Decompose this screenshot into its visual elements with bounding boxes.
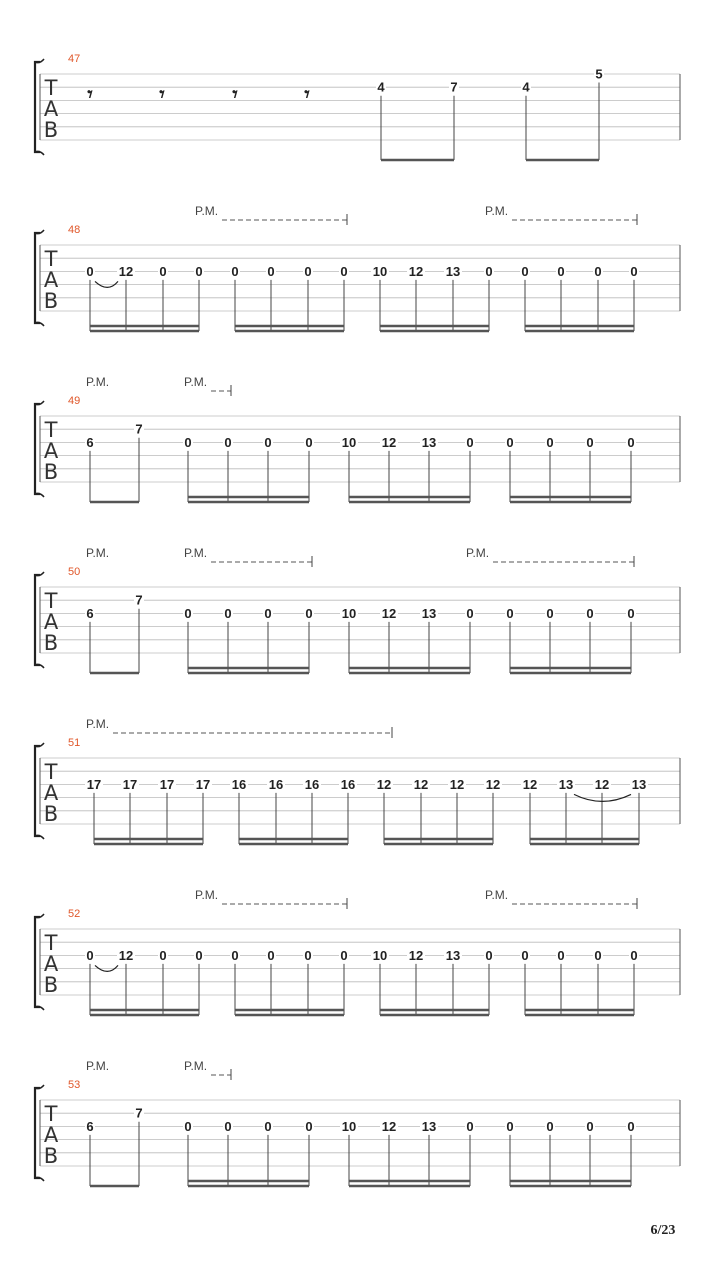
tab-clef-letter: B [43,973,59,997]
bracket-hook-top [35,743,44,747]
fret-number: 0 [231,263,239,279]
fret-number: 4 [377,79,385,95]
bracket-hook-top [35,59,44,63]
fret-number: 12 [408,947,424,963]
fret-number: 0 [586,605,594,621]
fret-number: 10 [341,434,357,450]
fret-number: 5 [595,66,603,82]
fret-number: 0 [267,263,275,279]
fret-number: 6 [86,1118,94,1134]
fret-number: 12 [118,263,134,279]
fret-number: 0 [340,947,348,963]
measure-47 [35,53,680,160]
fret-number: 0 [231,947,239,963]
fret-number: 0 [594,263,602,279]
measure-50 [35,546,680,673]
fret-number: 0 [304,947,312,963]
fret-number: 10 [372,263,388,279]
fret-number: 13 [421,434,437,450]
eighth-rest: 𝄾 [87,82,93,106]
fret-number: 0 [466,434,474,450]
palm-mute-label: P.M. [195,888,219,902]
palm-mute-label: P.M. [485,888,509,902]
fret-number: 0 [184,605,192,621]
palm-mute-label: P.M. [86,375,110,389]
tab-clef-letter: A [43,1123,59,1147]
fret-number: 0 [195,947,203,963]
system-bracket [35,62,40,152]
tab-clef-letter: B [43,1144,59,1168]
bracket-hook-bottom [35,664,44,668]
fret-number: 7 [135,592,143,608]
fret-number: 12 [408,263,424,279]
fret-number: 17 [159,776,175,792]
fret-number: 0 [264,1118,272,1134]
fret-number: 17 [195,776,211,792]
tab-clef-letter: T [44,247,58,271]
fret-number: 12 [381,1118,397,1134]
fret-number: 10 [341,605,357,621]
palm-mute-label: P.M. [86,546,110,560]
fret-number: 0 [627,605,635,621]
fret-number: 12 [381,605,397,621]
fret-number: 12 [413,776,429,792]
system-bracket [35,233,40,323]
eighth-rest: 𝄾 [304,82,310,106]
fret-number: 0 [86,947,94,963]
fret-number: 13 [558,776,574,792]
fret-number: 0 [627,1118,635,1134]
fret-number: 0 [586,1118,594,1134]
fret-number: 13 [631,776,647,792]
fret-number: 12 [522,776,538,792]
bracket-hook-top [35,401,44,405]
fret-number: 0 [224,1118,232,1134]
fret-number: 0 [521,947,529,963]
fret-number: 16 [340,776,356,792]
fret-number: 0 [521,263,529,279]
fret-number: 0 [466,1118,474,1134]
fret-number: 0 [195,263,203,279]
fret-number: 0 [184,1118,192,1134]
system-bracket [35,1088,40,1178]
fret-number: 13 [445,263,461,279]
fret-number: 0 [159,263,167,279]
tab-clef-letter: B [43,289,59,313]
tab-clef-letter: T [44,1102,58,1126]
palm-mute-label: P.M. [184,546,208,560]
fret-number: 12 [485,776,501,792]
system-bracket [35,746,40,836]
palm-mute-label: P.M. [485,204,509,218]
bracket-hook-bottom [35,835,44,839]
fret-number: 0 [184,434,192,450]
fret-number: 0 [305,605,313,621]
tab-clef-letter: A [43,781,59,805]
bracket-hook-top [35,230,44,234]
fret-number: 0 [630,263,638,279]
fret-number: 10 [372,947,388,963]
fret-number: 7 [135,421,143,437]
system-bracket [35,917,40,1007]
fret-number: 0 [630,947,638,963]
fret-number: 0 [305,434,313,450]
fret-number: 0 [546,1118,554,1134]
bracket-hook-top [35,1085,44,1089]
fret-number: 17 [122,776,138,792]
fret-number: 6 [86,434,94,450]
tab-clef-letter: B [43,118,59,142]
fret-number: 6 [86,605,94,621]
palm-mute-label: P.M. [466,546,490,560]
palm-mute-label: P.M. [184,375,208,389]
tab-clef-letter: A [43,97,59,121]
measure-number: 52 [68,908,81,920]
palm-mute-label: P.M. [195,204,219,218]
fret-number: 16 [231,776,247,792]
fret-number: 0 [224,434,232,450]
fret-number: 13 [445,947,461,963]
measure-number: 48 [68,224,81,236]
fret-number: 0 [627,434,635,450]
fret-number: 0 [305,1118,313,1134]
measure-48 [35,204,680,331]
fret-number: 17 [86,776,102,792]
bracket-hook-bottom [35,1006,44,1010]
fret-number: 7 [450,79,458,95]
eighth-rest: 𝄾 [232,82,238,106]
fret-number: 0 [340,263,348,279]
fret-number: 0 [485,947,493,963]
measure-number: 53 [68,1079,81,1091]
fret-number: 0 [594,947,602,963]
fret-number: 12 [118,947,134,963]
tab-clef-letter: B [43,631,59,655]
bracket-hook-top [35,914,44,918]
fret-number: 0 [506,1118,514,1134]
fret-number: 0 [586,434,594,450]
fret-number: 0 [224,605,232,621]
fret-number: 0 [466,605,474,621]
palm-mute-label: P.M. [86,1059,110,1073]
fret-number: 10 [341,1118,357,1134]
fret-number: 0 [546,605,554,621]
measure-49 [35,375,680,502]
system-bracket [35,404,40,494]
system-bracket [35,575,40,665]
measure-number: 47 [68,53,81,65]
palm-mute-label: P.M. [86,717,110,731]
tab-clef-letter: A [43,439,59,463]
tab-clef-letter: T [44,589,58,613]
page-number: 6/23 [650,1223,676,1238]
fret-number: 0 [557,263,565,279]
fret-number: 0 [485,263,493,279]
tab-clef-letter: B [43,460,59,484]
bracket-hook-top [35,572,44,576]
fret-number: 0 [304,263,312,279]
measure-52 [35,888,680,1015]
fret-number: 0 [86,263,94,279]
fret-number: 0 [267,947,275,963]
fret-number: 7 [135,1105,143,1121]
tab-clef-letter: T [44,418,58,442]
fret-number: 16 [268,776,284,792]
fret-number: 4 [522,79,530,95]
fret-number: 12 [449,776,465,792]
fret-number: 0 [264,434,272,450]
fret-number: 12 [376,776,392,792]
fret-number: 13 [421,605,437,621]
tab-clef-letter: A [43,952,59,976]
tab-clef-letter: T [44,931,58,955]
fret-number: 12 [381,434,397,450]
fret-number: 16 [304,776,320,792]
bracket-hook-bottom [35,151,44,155]
measure-number: 49 [68,395,81,407]
bracket-hook-bottom [35,493,44,497]
fret-number: 0 [557,947,565,963]
tab-clef-letter: T [44,76,58,100]
eighth-rest: 𝄾 [159,82,165,106]
measure-51 [35,717,680,844]
measure-number: 50 [68,566,81,578]
fret-number: 13 [421,1118,437,1134]
bracket-hook-bottom [35,1177,44,1181]
tab-clef-letter: A [43,268,59,292]
measure-number: 51 [68,737,81,749]
fret-number: 0 [506,434,514,450]
tab-clef-letter: T [44,760,58,784]
fret-number: 0 [264,605,272,621]
tab-clef-letter: A [43,610,59,634]
fret-number: 12 [594,776,610,792]
tab-clef-letter: B [43,802,59,826]
fret-number: 0 [506,605,514,621]
palm-mute-label: P.M. [184,1059,208,1073]
fret-number: 0 [546,434,554,450]
fret-number: 0 [159,947,167,963]
bracket-hook-bottom [35,322,44,326]
measure-53 [35,1059,680,1186]
